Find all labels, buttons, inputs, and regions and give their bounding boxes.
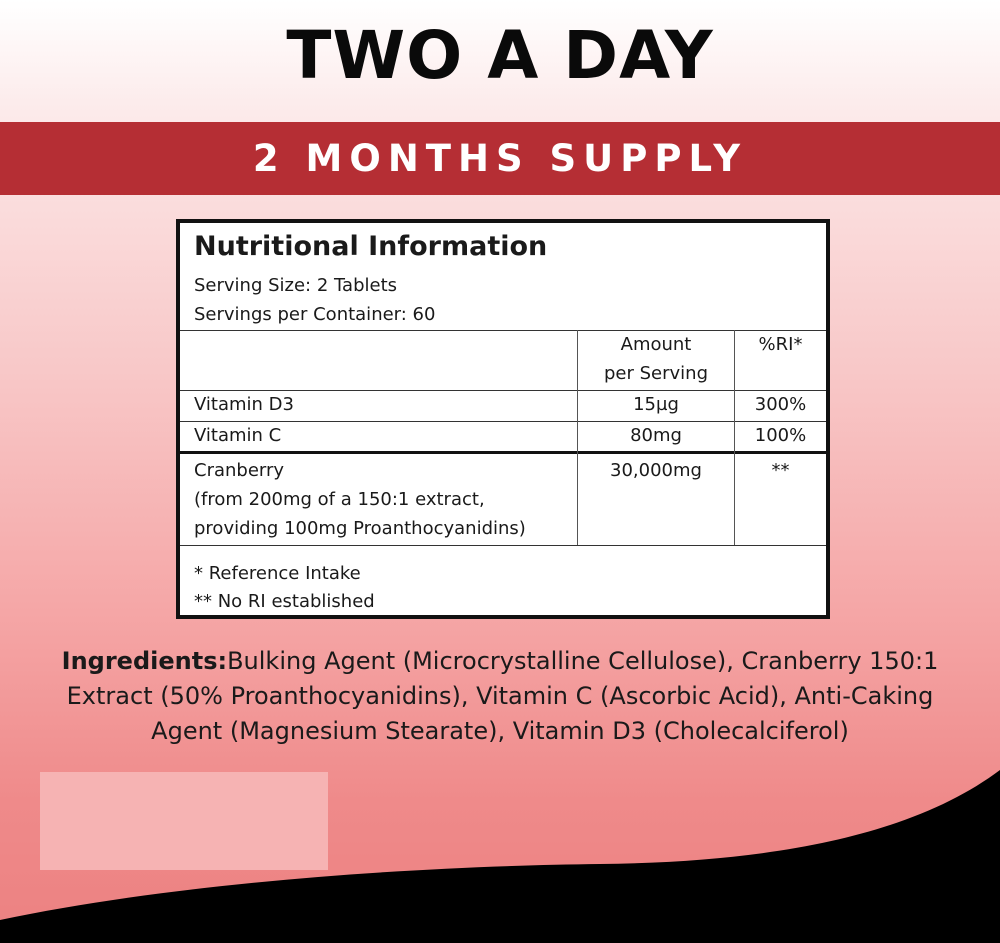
ingredients-label: Ingredients: bbox=[61, 647, 228, 675]
serving-size: Serving Size: 2 Tablets bbox=[194, 275, 398, 296]
row-vitamin-d3-amount: 15µg bbox=[633, 394, 679, 415]
row-vitamin-c-amount: 80mg bbox=[630, 425, 682, 446]
col-header-amount-line2: per Serving bbox=[603, 363, 708, 384]
row-cranberry-detail-2: providing 100mg Proanthocyanidins) bbox=[194, 518, 526, 539]
row-cranberry-amount: 30,000mg bbox=[610, 460, 702, 481]
row-vitamin-d3-name: Vitamin D3 bbox=[194, 394, 294, 415]
footnote-reference-intake: * Reference Intake bbox=[194, 563, 361, 584]
swoosh-path bbox=[0, 770, 1000, 943]
supply-band-text: 2 MONTHS SUPPLY bbox=[252, 137, 748, 180]
row-vitamin-c-ri: 100% bbox=[754, 425, 807, 446]
row-cranberry-ri: ** bbox=[771, 460, 790, 481]
row-vitamin-d3-ri: 300% bbox=[754, 394, 807, 415]
ingredients-text: Bulking Agent (Microcrystalline Cellulose), Cranberry 150:1 Extract (50% Proanthocyanidins), Vitamin C (Ascorbic Acid), Anti-Caking Agent (Magnesium Stearate), Vitamin D3 (Cholecalciferol) bbox=[66, 647, 939, 745]
nutrition-title: Nutritional Information bbox=[194, 231, 548, 262]
row-cranberry-detail-1: (from 200mg of a 150:1 extract, bbox=[194, 489, 485, 510]
row-cranberry-name: Cranberry bbox=[194, 460, 285, 481]
servings-per-container: Servings per Container: 60 bbox=[194, 304, 436, 325]
headline: TWO A DAY bbox=[286, 17, 714, 94]
col-header-amount-line1: Amount bbox=[620, 334, 692, 355]
footnote-no-ri: ** No RI established bbox=[194, 591, 375, 612]
col-header-ri: %RI* bbox=[758, 334, 803, 355]
row-vitamin-c-name: Vitamin C bbox=[194, 425, 282, 446]
